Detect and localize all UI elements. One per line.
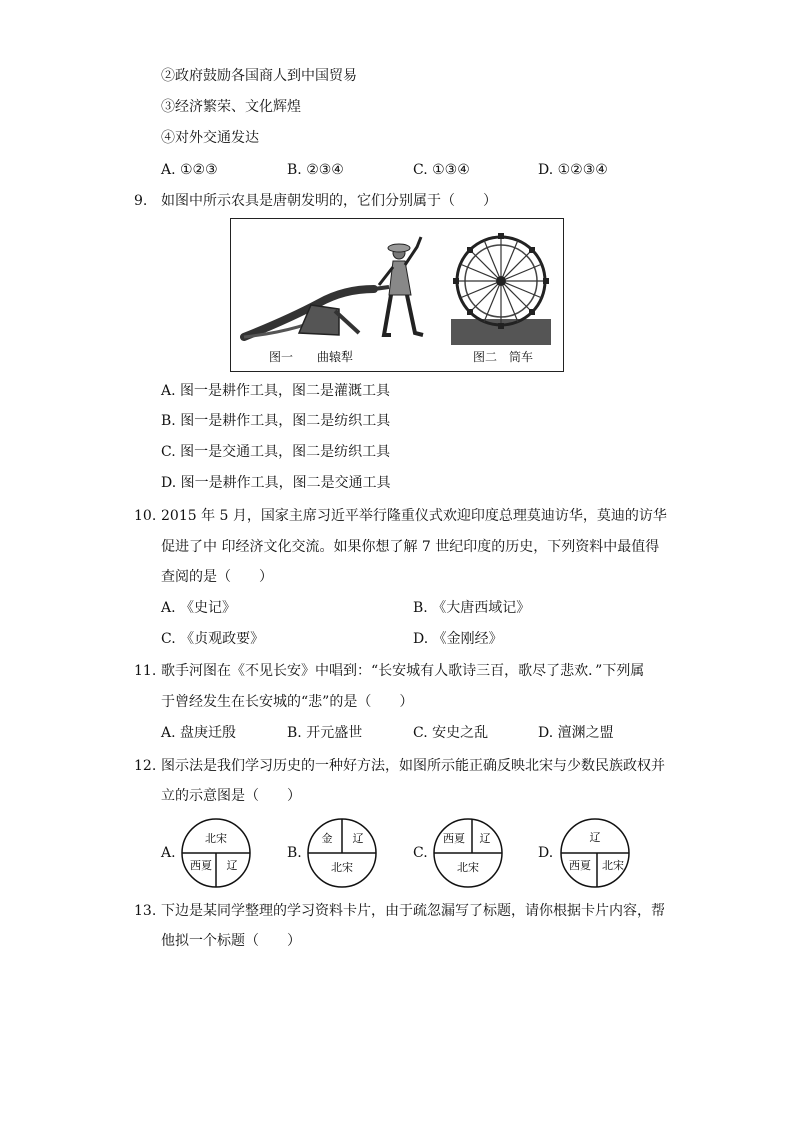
q8-item-4: ④对外交通发达 (161, 130, 259, 146)
q12-option-c[interactable]: C. (413, 845, 428, 861)
q13-number: 13. (134, 903, 157, 919)
q9-figure (230, 218, 564, 372)
q11-option-d[interactable]: D. 澶渊之盟 (538, 725, 614, 741)
q9-option-a[interactable]: A. 图一是耕作工具，图二是灌溉工具 (161, 383, 391, 399)
q12b-bottom-label: 北宋 (331, 861, 353, 874)
q12-number: 12. (134, 758, 157, 774)
q10-option-c[interactable]: C. 《贞观政要》 (161, 631, 265, 647)
q9-number: 9. (134, 193, 148, 209)
q11-option-c[interactable]: C. 安史之乱 (413, 725, 489, 741)
q11-option-b[interactable]: B. 开元盛世 (287, 725, 363, 741)
q9-stem: 如图中所示农具是唐朝发明的，它们分别属于（ ） (161, 193, 497, 209)
q12-circle-d[interactable] (559, 817, 631, 889)
q12b-top-left-label: 金 (321, 832, 333, 845)
q12-stem-line-1: 图示法是我们学习历史的一种好方法，如图所示能正确反映北宋与少数民族政权并 (161, 758, 665, 774)
fig1-caption: 图一 曲辕犁 (269, 350, 354, 364)
q12b-top-right-label: 辽 (352, 832, 364, 845)
q11-stem-line-2: 于曾经发生在长安城的“悲”的是（ ） (161, 694, 414, 710)
q12a-bottom-left-label: 西夏 (190, 859, 212, 872)
q12a-top-label: 北宋 (205, 832, 227, 845)
q8-option-a[interactable]: A. ①②③ (161, 162, 218, 178)
q8-item-2: ②政府鼓励各国商人到中国贸易 (161, 68, 357, 84)
q9-option-b[interactable]: B. 图一是耕作工具，图二是纺织工具 (161, 413, 391, 429)
q10-stem-line-3: 查阅的是（ ） (161, 569, 273, 585)
q12-stem-line-2: 立的示意图是（ ） (161, 788, 301, 804)
q12-circle-a[interactable] (180, 817, 252, 889)
q12-circle-c[interactable] (432, 817, 504, 889)
water-wheel-illustration (447, 223, 557, 353)
q12-circle-b[interactable] (306, 817, 378, 889)
q12-option-b[interactable]: B. (287, 845, 302, 861)
q12d-top-label: 辽 (589, 831, 601, 844)
q12a-bottom-right-label: 辽 (226, 859, 238, 872)
q9-option-d[interactable]: D. 图一是耕作工具，图二是交通工具 (161, 475, 391, 491)
q12-option-d[interactable]: D. (538, 845, 554, 861)
q10-option-d[interactable]: D. 《金刚经》 (413, 631, 503, 647)
q11-option-a[interactable]: A. 盘庚迁殷 (161, 725, 237, 741)
q9-option-c[interactable]: C. 图一是交通工具，图二是纺织工具 (161, 444, 391, 460)
q12c-top-left-label: 西夏 (443, 832, 465, 845)
q10-number: 10. (134, 508, 157, 524)
q13-stem-line-2: 他拟一个标题（ ） (161, 933, 301, 949)
q8-item-3: ③经济繁荣、文化辉煌 (161, 99, 301, 115)
fig2-caption: 图二 筒车 (473, 350, 534, 364)
q12d-bottom-right-label: 北宋 (602, 859, 624, 872)
q10-stem-line-2: 促进了中 印经济文化交流。如果你想了解 7 世纪印度的历史，下列资料中最值得 (161, 539, 660, 555)
q13-stem-line-1: 下边是某同学整理的学习资料卡片，由于疏忽漏写了标题，请你根据卡片内容，帮 (161, 903, 665, 919)
curved-plow-illustration (239, 223, 429, 353)
q10-option-a[interactable]: A. 《史记》 (161, 600, 237, 616)
q12-option-a[interactable]: A. (161, 845, 176, 861)
q10-stem-line-1: 2015 年 5 月，国家主席习近平举行隆重仪式欢迎印度总理莫迪访华，莫迪的访华 (161, 508, 667, 524)
q12c-top-right-label: 辽 (479, 832, 491, 845)
q12c-bottom-label: 北宋 (457, 861, 479, 874)
q10-option-b[interactable]: B. 《大唐西域记》 (413, 600, 531, 616)
q8-option-d[interactable]: D. ①②③④ (538, 162, 608, 178)
q11-stem-line-1: 歌手河图在《不见长安》中唱到：“长安城有人歌诗三百，歌尽了悲欢．”下列属 (161, 663, 645, 679)
q8-option-b[interactable]: B. ②③④ (287, 162, 344, 178)
q11-number: 11. (134, 663, 157, 679)
q12d-bottom-left-label: 西夏 (569, 859, 591, 872)
q8-option-c[interactable]: C. ①③④ (413, 162, 470, 178)
